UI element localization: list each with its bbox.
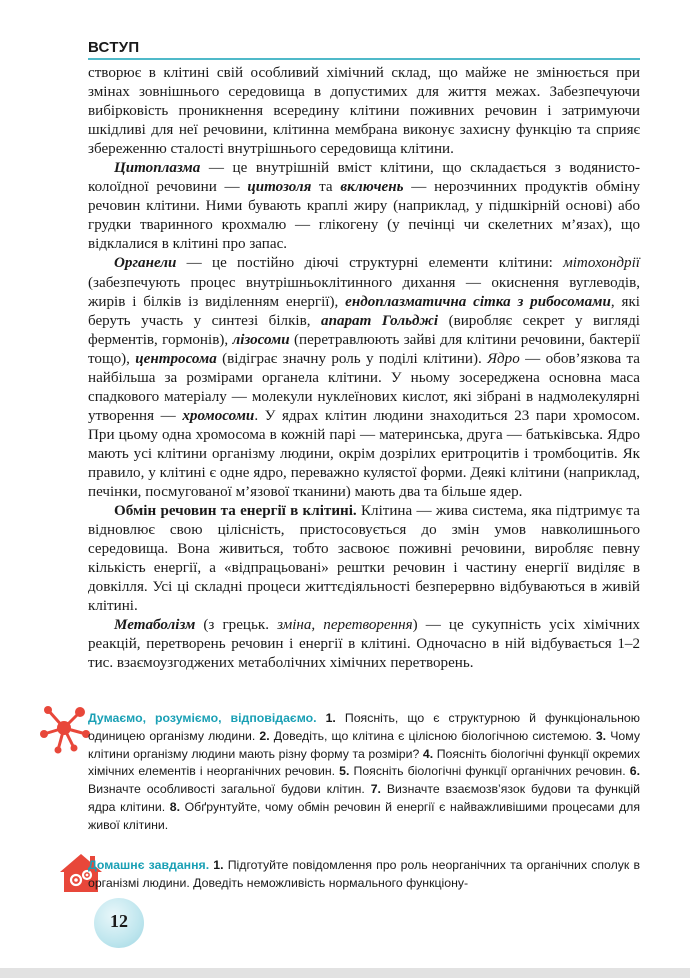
q-number: 1.: [325, 711, 336, 725]
term-chromosomes: хромосоми: [182, 407, 255, 424]
review-questions-box: [88, 710, 640, 835]
text: (виробляє секрет у вигляді ферментів, гормонів),: [88, 312, 640, 348]
q-number: 5.: [339, 764, 350, 779]
text: (забезпечують процес внутрішньоклітинного дихання — окиснення вуглеводів, жирів і білків із виділенням енергії),: [88, 274, 640, 310]
question: Визначте взаємозв’язок будови та функцій ядра клітини.: [88, 782, 640, 814]
molecule-icon: [36, 700, 96, 754]
term-centrosome: центросома: [135, 350, 217, 367]
text: — це внутрішній вміст клітини, що складається з водянисто-колоїдної речовини —: [88, 160, 640, 196]
term-golgi: апарат Гольджі: [321, 312, 439, 329]
text: Клітина — жива система, яка підтримує та відновлює свою цілісність, пристосовується до змін умов навколишнього середовища. Вона живиться, тобто засвоює поживні речовини, виробляє певну кількість енергії, а «відпрацьовані» рештки речовин і частину енергії виділяє в довкілля. Усі ці складні процеси життєдіяльності безперервно відбуваються в живій клітині.: [88, 503, 640, 615]
question: Визначте особливості загальної будови клітин.: [88, 782, 371, 797]
term-metabolism: Метаболізм: [114, 617, 196, 634]
homework-heading: Домашнє завдання.: [88, 858, 210, 872]
question: Доведіть, що клітина є цілісною біологічною системою.: [269, 728, 596, 743]
question: Поясніть, що є структурною й функціональною одиницею організму людини.: [88, 711, 640, 743]
paragraph-cytoplasm: [88, 159, 640, 254]
term-inclusions: включень: [340, 179, 404, 196]
q-number: 1.: [213, 858, 224, 872]
term-cytoplasm: Цитоплазма: [114, 160, 201, 177]
q-number: 3.: [595, 728, 607, 743]
q-number: 4.: [422, 746, 434, 761]
term-organelles: Органели: [114, 255, 177, 272]
paragraph-metabolism: [88, 616, 640, 673]
text: (з грецьк.: [195, 617, 278, 634]
term-mitochondria: мітохондрії: [563, 255, 640, 272]
term-change: зміна, перетворення: [277, 617, 413, 634]
question: Обґрунтуйте, чому обмін речовин й енергії є найважливішими процесами для живої клітини.: [88, 799, 640, 832]
page-number: 12: [110, 911, 128, 931]
header-rule: [88, 58, 640, 60]
text: та: [311, 179, 341, 196]
term-er: ендоплазматична сітка з рибосомами: [345, 293, 611, 310]
paragraph-membrane: створює в клітині свій особливий хімічний склад, що майже не змінюється при змінах зовнішнього середовища в допустимих для життя межах. Забезпечуючи вибірковість проникнення всередину клітини поживних речовин і затримуючи шкідливі для неї речовини, клітинна мембрана виконує захисну функцію та сприяє збереженню сталості внутрішнього середовища клітини.: [88, 65, 640, 158]
text: — це постійно діючі структурні елементи клітини:: [176, 255, 564, 272]
q-number: 8.: [169, 799, 180, 814]
term-metabolism-heading: Обмін речовин та енергії в клітині.: [114, 503, 357, 520]
question: Чому клітини організму людини мають різну форму та розміри?: [88, 728, 640, 761]
q-number: 2.: [259, 728, 270, 743]
text: — нерозчинних продуктів обміну речовин клітини. Ними бувають краплі жиру (наприклад, у підшкірній основі) або грудки тваринного крохмалю — глікогену (у печінці чи скелетних м’язах), що відклалися в клітині про запас.: [88, 179, 640, 253]
homework-box: [88, 857, 640, 893]
question: Поясніть біологічні функції окремих хімічних елементів і неорганічних речовин.: [88, 746, 640, 779]
section-header: ВСТУП: [88, 39, 140, 56]
text: (перетравлюють зайві для клітини речовини, бактерії тощо),: [88, 331, 640, 367]
page-bottom-edge: [0, 968, 690, 978]
q-number: 7.: [370, 782, 381, 797]
q-number: 6.: [629, 764, 641, 779]
paragraph-metabolism-intro: [88, 502, 640, 616]
text: ) — це сукупність усіх хімічних реакцій, перетворень речовин і енергії в клітині. Одночасно в ній відбувається 1–2 тис. взаємоузгоджених метаболічних хімічних перетворень.: [88, 617, 640, 672]
term-nucleus: Ядро: [487, 350, 520, 367]
task: Підготуйте повідомлення про роль неорганічних та органічних сполук в організмі людини. Доведіть неможливість нормального функціону-: [88, 858, 640, 890]
text: (відіграє значну роль у поділі клітини).: [216, 350, 488, 367]
term-cytosol: цитозоля: [247, 179, 312, 196]
text: — обов’язкова та найбільша за розмірами органела клітини. У ньому зосереджена основна маса спадкового матеріалу — молекули нуклеїнових кислот, які зібрані в надмолекулярні утворення —: [88, 350, 641, 424]
review-heading: Думаємо, розуміємо, відповідаємо.: [88, 711, 317, 725]
paragraph-organelles: [88, 254, 640, 502]
term-lysosomes: лізосоми: [232, 331, 290, 348]
text: . У ядрах клітин людини знаходиться 23 пари хромосом. При цьому одна хромосома в кожній парі — материнська, друга — батьківська. Ядро мають усі клітини організму людини, окрім дозрілих еритроцитів і тромбоцитів. Як правило, у клітині є одне ядро, переважно кулястої форми. Деякі клітини (наприклад, печінки, посмугованої м’язової тканини) мають два та більше ядер.: [88, 407, 640, 501]
question: Поясніть біологічні функції органічних речовин.: [349, 764, 630, 779]
main-text: [88, 64, 640, 674]
text: , які беруть участь у синтезі білків,: [88, 293, 640, 329]
